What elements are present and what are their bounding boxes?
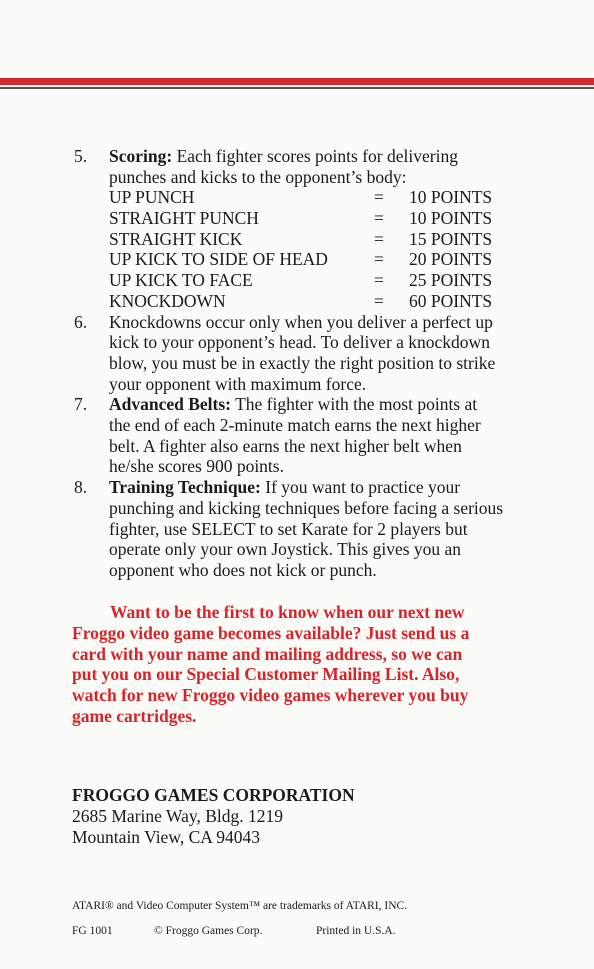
score-equals: = — [374, 270, 384, 291]
company-address — [72, 785, 532, 847]
rule-line: punching and kicking techniques before facing a serious — [109, 497, 504, 518]
rule-item-knockdowns — [72, 312, 552, 395]
rule-line: opponent who does not kick or punch. — [109, 559, 377, 580]
score-points: 60 POINTS — [409, 290, 493, 311]
score-row — [109, 229, 552, 250]
score-points: 20 POINTS — [409, 249, 493, 270]
rule-item-advanced-belts — [72, 394, 552, 477]
score-move: UP KICK TO SIDE OF HEAD — [109, 249, 328, 270]
score-points: 15 POINTS — [409, 228, 493, 249]
score-move: UP KICK TO FACE — [109, 270, 253, 291]
rule-line: Each fighter scores points for delivering — [172, 146, 458, 166]
rule-line: blow, you must be in exactly the right position to strike — [109, 352, 496, 373]
rule-text — [109, 477, 552, 498]
score-row — [109, 208, 552, 229]
rule-text — [109, 394, 552, 415]
score-row — [109, 249, 552, 270]
score-row — [109, 187, 552, 208]
promo-line: watch for new Froggo video games wherever you buy — [72, 685, 469, 706]
top-divider-line — [0, 87, 594, 89]
score-points: 10 POINTS — [409, 187, 493, 208]
rule-line: If you want to practice your — [260, 477, 461, 498]
score-move: KNOCKDOWN — [109, 290, 226, 311]
rule-heading: Training Technique: — [109, 477, 261, 498]
mailing-list-promo — [72, 602, 550, 727]
promo-line: Froggo video game becomes available? Just send us a — [72, 622, 470, 643]
product-code: FG 1001 — [72, 925, 113, 937]
score-move: STRAIGHT PUNCH — [109, 208, 259, 229]
score-equals: = — [374, 290, 384, 311]
rule-item-training-technique — [72, 477, 552, 581]
score-points: 25 POINTS — [409, 270, 493, 291]
rule-number: 8. — [74, 477, 88, 498]
score-points: 10 POINTS — [409, 208, 493, 229]
rule-line: belt. A fighter also earns the next higher belt when — [109, 435, 462, 456]
rule-item-scoring — [72, 146, 552, 312]
score-table — [109, 187, 552, 311]
rule-number: 6. — [74, 311, 88, 332]
rules-section — [72, 146, 552, 581]
score-row — [109, 270, 552, 291]
promo-line: card with your name and mailing address, so we can — [72, 643, 463, 664]
footer-info — [72, 924, 396, 938]
rule-line: he/she scores 900 points. — [109, 456, 284, 477]
rule-heading: Advanced Belts: — [109, 394, 232, 415]
printed-notice: Printed in U.S.A. — [316, 925, 396, 937]
rule-heading: Scoring: — [109, 146, 173, 166]
promo-line: put you on our Special Customer Mailing List. Also, — [72, 664, 460, 685]
score-move: UP PUNCH — [109, 187, 195, 208]
company-name: FROGGO GAMES CORPORATION — [72, 785, 355, 805]
score-equals: = — [374, 249, 384, 270]
company-street: 2685 Marine Way, Bldg. 1219 — [72, 805, 283, 826]
rule-line: the end of each 2-minute match earns the next higher — [109, 415, 481, 436]
company-city: Mountain View, CA 94043 — [72, 826, 261, 847]
score-row — [109, 291, 552, 312]
rule-line: kick to your opponent’s head. To deliver a knockdown — [109, 332, 490, 353]
promo-line: game cartridges. — [72, 705, 197, 726]
rule-line: Knockdowns occur only when you deliver a perfect up — [109, 311, 493, 332]
score-equals: = — [374, 208, 384, 229]
score-move: STRAIGHT KICK — [109, 228, 243, 249]
promo-line: Want to be the first to know when our next new — [110, 602, 465, 622]
trademark-notice: ATARI® and Video Computer System™ are trademarks of ATARI, INC. — [72, 900, 408, 912]
rule-line: your opponent with maximum force. — [109, 373, 367, 394]
rule-line: fighter, use SELECT to set Karate for 2 players but — [109, 518, 468, 539]
rule-text — [109, 146, 552, 167]
rule-line: operate only your own Joystick. This gives you an — [109, 539, 462, 560]
rule-number: 5. — [74, 146, 88, 166]
score-equals: = — [374, 228, 384, 249]
score-equals: = — [374, 187, 384, 208]
rule-number: 7. — [74, 394, 88, 415]
rule-line: punches and kicks to the opponent’s body: — [109, 166, 407, 187]
copyright-notice: © Froggo Games Corp. — [154, 925, 263, 937]
rule-line: The fighter with the most points at — [231, 394, 478, 415]
top-accent-bar — [0, 78, 594, 85]
